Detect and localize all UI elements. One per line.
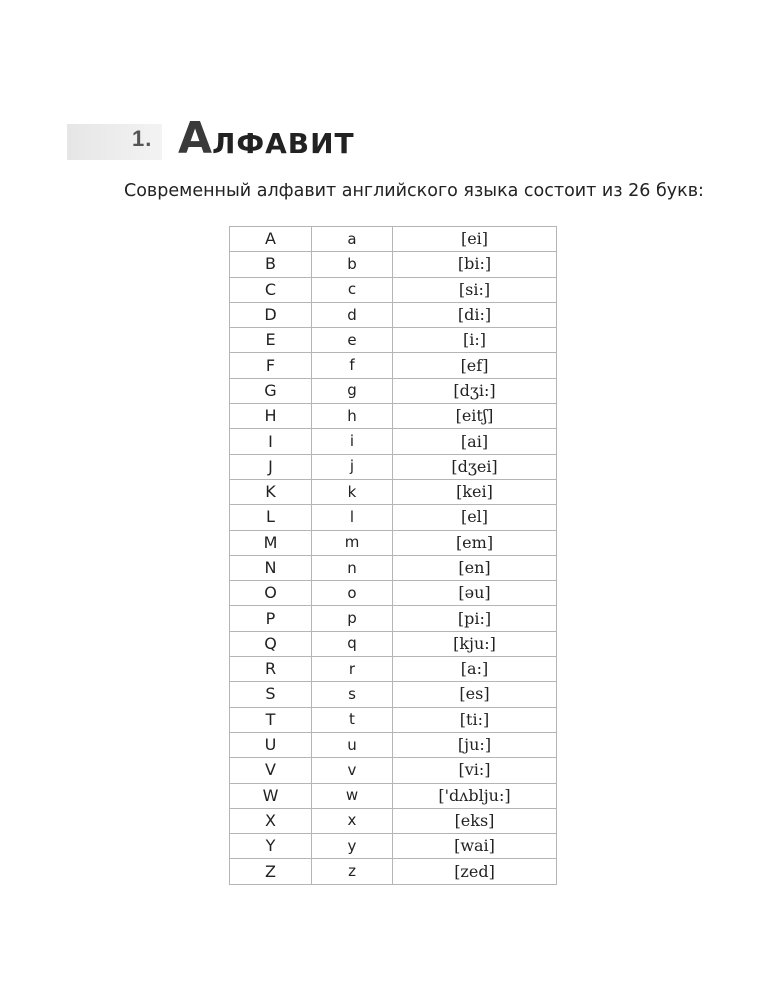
transcription: [ti:] bbox=[393, 707, 557, 732]
table-row bbox=[230, 758, 557, 783]
lowercase-letter: v bbox=[312, 758, 393, 783]
table-row bbox=[230, 505, 557, 530]
uppercase-letter: N bbox=[230, 555, 312, 580]
table-row bbox=[230, 429, 557, 454]
section-title-initial: А bbox=[178, 113, 213, 164]
lowercase-letter: r bbox=[312, 657, 393, 682]
uppercase-letter: M bbox=[230, 530, 312, 555]
lowercase-letter: w bbox=[312, 783, 393, 808]
table-row bbox=[230, 682, 557, 707]
intro-text: Современный алфавит английского языка состоит из 26 букв: bbox=[124, 181, 704, 201]
uppercase-letter: Y bbox=[230, 834, 312, 859]
table-row bbox=[230, 581, 557, 606]
transcription: [si:] bbox=[393, 277, 557, 302]
table-row bbox=[230, 328, 557, 353]
table-row bbox=[230, 277, 557, 302]
uppercase-letter: I bbox=[230, 429, 312, 454]
lowercase-letter: l bbox=[312, 505, 393, 530]
transcription: [kju:] bbox=[393, 631, 557, 656]
uppercase-letter: P bbox=[230, 606, 312, 631]
lowercase-letter: g bbox=[312, 378, 393, 403]
lowercase-letter: q bbox=[312, 631, 393, 656]
table-row bbox=[230, 859, 557, 884]
table-row bbox=[230, 606, 557, 631]
transcription: [eks] bbox=[393, 808, 557, 833]
lowercase-letter: n bbox=[312, 555, 393, 580]
lowercase-letter: a bbox=[312, 227, 393, 252]
lowercase-letter: f bbox=[312, 353, 393, 378]
lowercase-letter: c bbox=[312, 277, 393, 302]
table-row bbox=[230, 631, 557, 656]
lowercase-letter: y bbox=[312, 834, 393, 859]
transcription: [dʒei] bbox=[393, 454, 557, 479]
uppercase-letter: H bbox=[230, 404, 312, 429]
uppercase-letter: C bbox=[230, 277, 312, 302]
uppercase-letter: A bbox=[230, 227, 312, 252]
section-title-rest: ЛФАВИТ bbox=[212, 127, 355, 160]
lowercase-letter: i bbox=[312, 429, 393, 454]
table-row bbox=[230, 834, 557, 859]
transcription: [zed] bbox=[393, 859, 557, 884]
transcription: [i:] bbox=[393, 328, 557, 353]
table-row bbox=[230, 227, 557, 252]
lowercase-letter: o bbox=[312, 581, 393, 606]
uppercase-letter: W bbox=[230, 783, 312, 808]
section-title bbox=[178, 113, 355, 164]
uppercase-letter: D bbox=[230, 302, 312, 327]
uppercase-letter: F bbox=[230, 353, 312, 378]
table-row bbox=[230, 302, 557, 327]
transcription: [vi:] bbox=[393, 758, 557, 783]
table-row bbox=[230, 808, 557, 833]
transcription: [dʒi:] bbox=[393, 378, 557, 403]
table-row bbox=[230, 555, 557, 580]
transcription: [ju:] bbox=[393, 732, 557, 757]
transcription: [bi:] bbox=[393, 252, 557, 277]
uppercase-letter: J bbox=[230, 454, 312, 479]
transcription: [pi:] bbox=[393, 606, 557, 631]
alphabet-table-body bbox=[230, 227, 557, 885]
transcription: [kei] bbox=[393, 479, 557, 504]
transcription: [wai] bbox=[393, 834, 557, 859]
transcription: [ai] bbox=[393, 429, 557, 454]
uppercase-letter: S bbox=[230, 682, 312, 707]
table-row bbox=[230, 479, 557, 504]
table-row bbox=[230, 252, 557, 277]
table-row bbox=[230, 530, 557, 555]
uppercase-letter: X bbox=[230, 808, 312, 833]
transcription: [əu] bbox=[393, 581, 557, 606]
lowercase-letter: h bbox=[312, 404, 393, 429]
uppercase-letter: K bbox=[230, 479, 312, 504]
lowercase-letter: u bbox=[312, 732, 393, 757]
lowercase-letter: j bbox=[312, 454, 393, 479]
transcription: [a:] bbox=[393, 657, 557, 682]
uppercase-letter: T bbox=[230, 707, 312, 732]
uppercase-letter: Q bbox=[230, 631, 312, 656]
uppercase-letter: V bbox=[230, 758, 312, 783]
uppercase-letter: B bbox=[230, 252, 312, 277]
transcription: [em] bbox=[393, 530, 557, 555]
table-row bbox=[230, 657, 557, 682]
transcription: [ef] bbox=[393, 353, 557, 378]
lowercase-letter: z bbox=[312, 859, 393, 884]
transcription: [el] bbox=[393, 505, 557, 530]
table-row bbox=[230, 732, 557, 757]
table-row bbox=[230, 378, 557, 403]
lowercase-letter: k bbox=[312, 479, 393, 504]
transcription: [es] bbox=[393, 682, 557, 707]
alphabet-table bbox=[229, 226, 557, 885]
uppercase-letter: E bbox=[230, 328, 312, 353]
lowercase-letter: s bbox=[312, 682, 393, 707]
transcription: [eitʃ] bbox=[393, 404, 557, 429]
uppercase-letter: O bbox=[230, 581, 312, 606]
table-row bbox=[230, 404, 557, 429]
transcription: [di:] bbox=[393, 302, 557, 327]
lowercase-letter: p bbox=[312, 606, 393, 631]
uppercase-letter: Z bbox=[230, 859, 312, 884]
lowercase-letter: d bbox=[312, 302, 393, 327]
table-row bbox=[230, 707, 557, 732]
lowercase-letter: t bbox=[312, 707, 393, 732]
lowercase-letter: e bbox=[312, 328, 393, 353]
table-row bbox=[230, 353, 557, 378]
lowercase-letter: b bbox=[312, 252, 393, 277]
transcription: [ei] bbox=[393, 227, 557, 252]
transcription: ['dʌblju:] bbox=[393, 783, 557, 808]
lowercase-letter: m bbox=[312, 530, 393, 555]
uppercase-letter: R bbox=[230, 657, 312, 682]
uppercase-letter: G bbox=[230, 378, 312, 403]
table-row bbox=[230, 454, 557, 479]
section-number: 1. bbox=[132, 126, 153, 151]
transcription: [en] bbox=[393, 555, 557, 580]
lowercase-letter: x bbox=[312, 808, 393, 833]
uppercase-letter: L bbox=[230, 505, 312, 530]
table-row bbox=[230, 783, 557, 808]
uppercase-letter: U bbox=[230, 732, 312, 757]
